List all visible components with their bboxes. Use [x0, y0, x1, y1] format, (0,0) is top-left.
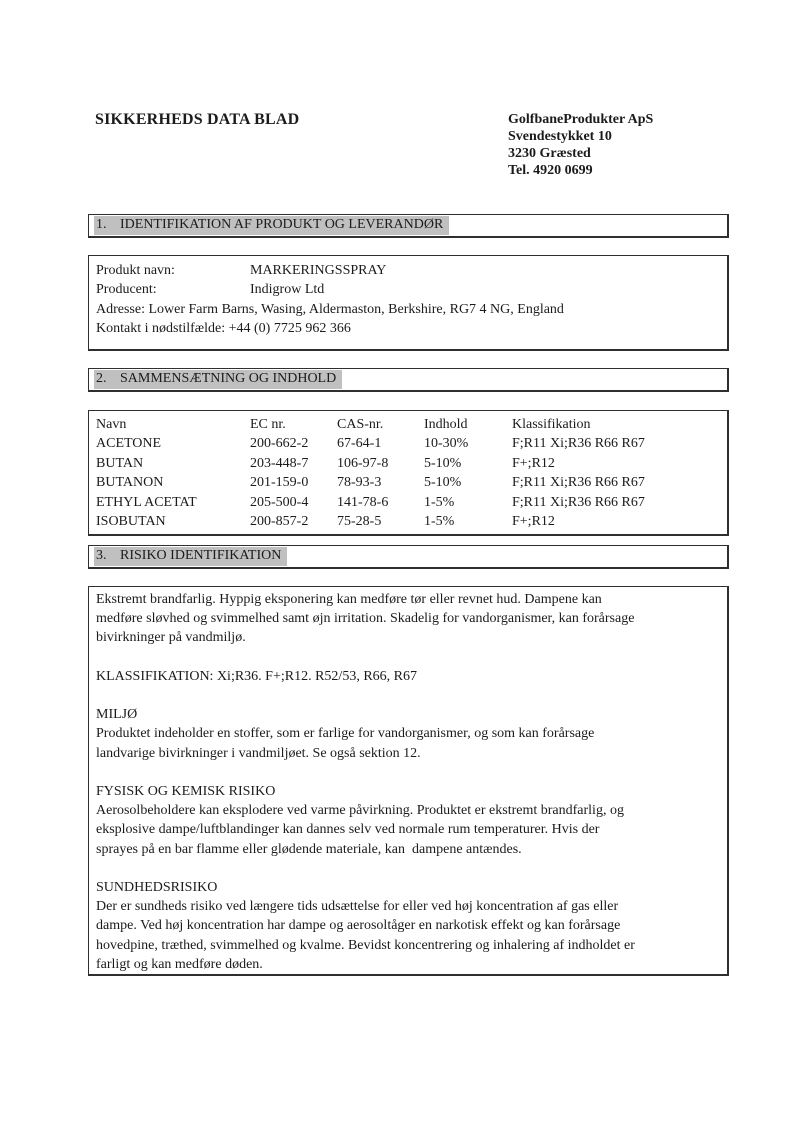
cell-indhold: 5-10% [424, 475, 462, 491]
risk-text-line: Aerosolbeholdere kan eksplodere ved varme påvirkning. Produktet er ekstremt brandfarlig, og [96, 803, 624, 819]
cell-klassifikation: F+;R12 [512, 514, 555, 530]
table-row [96, 434, 721, 453]
cell-navn: ETHYL ACETAT [96, 494, 197, 510]
section-1-title: IDENTIFIKATION AF PRODUKT OG LEVERANDØR [120, 217, 444, 232]
column-header-klassifikation: Klassifikation [512, 417, 591, 432]
cell-navn: BUTANON [96, 475, 164, 491]
cell-indhold: 10-30% [424, 436, 469, 452]
risk-text-line: Der er sundheds risiko ved længere tids udsættelse for eller ved høj koncentration af gas eller [96, 899, 619, 915]
risk-text-line: farligt og kan medføre døden. [96, 956, 263, 972]
section-2-title: SAMMENSÆTNING OG INDHOLD [120, 371, 337, 386]
risk-text-line: sprayes på en bar flamme eller glødende materiale, kan dampene antændes. [96, 841, 522, 857]
table-header-row [96, 415, 721, 434]
supplier-line: GolfbaneProdukter ApS [508, 112, 654, 127]
column-header-cas: CAS-nr. [337, 417, 384, 432]
section-3-title: RISIKO IDENTIFIKATION [120, 548, 282, 563]
supplier-line: 3230 Græsted [508, 146, 591, 161]
risk-text-line: landvarige bivirkninger i vandmiljøet. Se også sektion 12. [96, 745, 421, 761]
cell-indhold: 1-5% [424, 514, 455, 530]
risk-text-line: Ekstremt brandfarlig. Hyppig eksponering kan medføre tør eller revnet hud. Dampene kan [96, 592, 602, 607]
cell-cas: 67-64-1 [337, 436, 382, 452]
product-name-row [96, 261, 721, 280]
cell-indhold: 5-10% [424, 455, 462, 471]
cell-ec: 200-857-2 [250, 514, 309, 530]
cell-cas: 106-97-8 [337, 455, 389, 471]
emergency-contact-line: Kontakt i nødstilfælde: +44 (0) 7725 962 366 [96, 320, 351, 336]
cell-ec: 200-662-2 [250, 436, 309, 452]
supplier-line: Svendestykket 10 [508, 129, 612, 144]
risk-text-line: FYSISK OG KEMISK RISIKO [96, 783, 276, 799]
document-title: SIKKERHEDS DATA BLAD [95, 111, 300, 128]
composition-table [88, 410, 729, 536]
supplier-info [508, 111, 653, 179]
address-line: Adresse: Lower Farm Barns, Wasing, Aldermaston, Berkshire, RG7 4 NG, England [96, 301, 564, 317]
section-2-highlight [94, 370, 342, 389]
section-3-header [88, 545, 729, 569]
cell-cas: 141-78-6 [337, 494, 389, 510]
risk-text-line [96, 859, 721, 878]
risk-text-line: medføre sløvhed og svimmelhed samt øjn irritation. Skadelig for vandorganismer, kan forårsage [96, 611, 635, 627]
product-name-label: Produkt navn: [96, 263, 175, 278]
risk-text-line: eksplosive dampe/luftblandinger kan dannes selv ved normale rum temperaturer. Hvis der [96, 822, 600, 838]
section-1-number: 1. [96, 217, 107, 232]
risk-text-line [96, 648, 721, 667]
risk-text-line: bivirkninger på vandmiljø. [96, 630, 246, 646]
risk-text-line: dampe. Ved høj koncentration har dampe og aerosoltåger en narkotisk effekt og kan forårsage [96, 918, 621, 934]
cell-klassifikation: F;R11 Xi;R36 R66 R67 [512, 494, 645, 510]
table-row [96, 454, 721, 473]
section-2-number: 2. [96, 371, 107, 386]
section-1-header [88, 214, 729, 238]
supplier-line: Tel. 4920 0699 [508, 163, 593, 178]
risk-text-line [96, 763, 721, 782]
section-3-number: 3. [96, 548, 107, 563]
column-header-navn: Navn [96, 417, 127, 432]
cell-navn: BUTAN [96, 455, 144, 471]
product-name-value: MARKERINGSSPRAY [250, 263, 387, 278]
producer-label: Producent: [96, 282, 157, 298]
cell-navn: ACETONE [96, 436, 162, 452]
cell-navn: ISOBUTAN [96, 514, 166, 530]
risk-text-line: MILJØ [96, 707, 138, 723]
table-row [96, 473, 721, 492]
table-row [96, 493, 721, 512]
risk-text-line: hovedpine, træthed, svimmelhed og kvalme. Bevidst koncentrering og inhalering af indholdet er [96, 937, 635, 953]
cell-ec: 203-448-7 [250, 455, 309, 471]
table-row [96, 512, 721, 531]
producer-value: Indigrow Ltd [250, 282, 325, 298]
risk-text-line: SUNDHEDSRISIKO [96, 879, 218, 895]
section-1-highlight [94, 216, 449, 235]
risk-text-line: Produktet indeholder en stoffer, som er farlige for vandorganismer, og som kan forårsage [96, 726, 595, 742]
risk-text-line: KLASSIFIKATION: Xi;R36. F+;R12. R52/53, R66, R67 [96, 668, 417, 684]
cell-cas: 78-93-3 [337, 475, 382, 491]
cell-klassifikation: F+;R12 [512, 455, 555, 471]
column-header-indhold: Indhold [424, 417, 468, 432]
cell-klassifikation: F;R11 Xi;R36 R66 R67 [512, 475, 645, 491]
column-header-ec: EC nr. [250, 417, 286, 432]
section-2-header [88, 368, 729, 392]
cell-cas: 75-28-5 [337, 514, 382, 530]
risk-box [88, 586, 729, 976]
cell-indhold: 1-5% [424, 494, 455, 510]
risk-text-line [96, 686, 721, 705]
producer-row [96, 280, 721, 299]
cell-klassifikation: F;R11 Xi;R36 R66 R67 [512, 436, 645, 452]
identification-box [88, 255, 729, 351]
cell-ec: 201-159-0 [250, 475, 309, 491]
cell-ec: 205-500-4 [250, 494, 309, 510]
section-3-highlight [94, 547, 287, 566]
